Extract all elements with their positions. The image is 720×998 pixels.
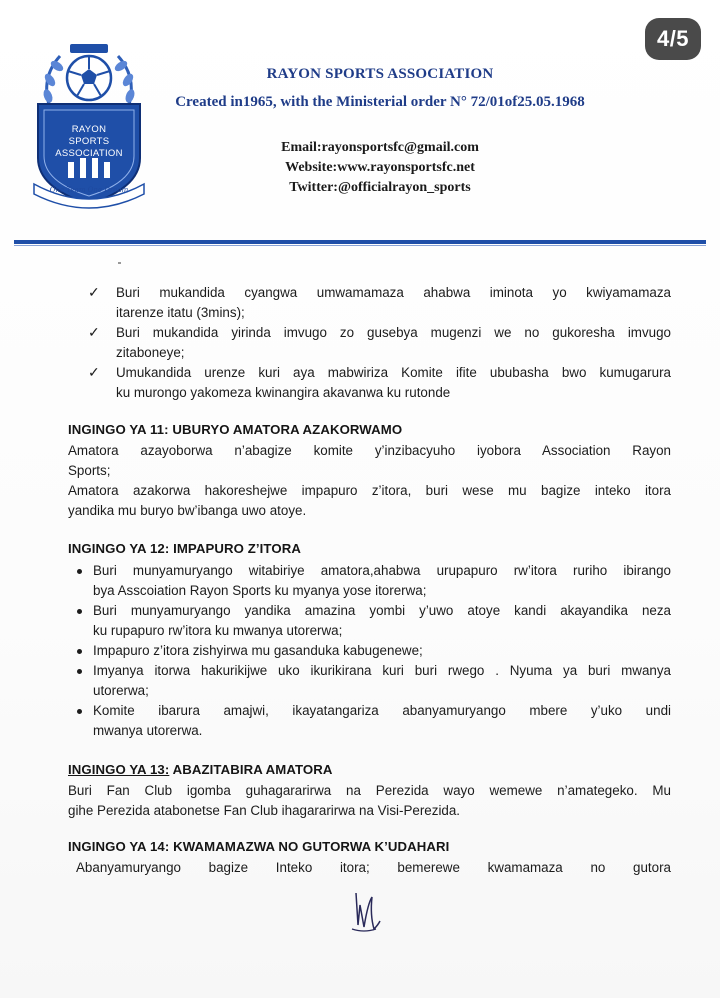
contact-email: Email:rayonsportsfc@gmail.com: [281, 140, 479, 155]
contact-website: Website:www.rayonsportsfc.net: [285, 160, 475, 175]
article-12-item-2-line-2: ku rupapuro rw’itora ku mwanya utorerwa;: [93, 623, 343, 638]
signature-initials: [346, 885, 386, 935]
article-12-item-5-line-1: Komite ibarura amajwi, ikayatangariza abanyamuryango mbere y’uko undi: [93, 703, 671, 718]
article-12-item-1-line-2: bya Asscoiation Rayon Sports ku myanya yose itorerwa;: [93, 583, 427, 598]
article-11-para-2-line-2: yandika mu buryo bw’ibanga uwo atoye.: [68, 503, 307, 518]
bullet-icon: [77, 709, 82, 714]
bullet-icon: [77, 649, 82, 654]
logo-text-association: ASSOCIATION: [55, 148, 123, 159]
logo-motto: One Team One Dream: [49, 186, 129, 194]
bullet-icon: [77, 669, 82, 674]
rayon-sports-logo: [30, 38, 148, 210]
checklist-item-2-line-1: Buri mukandida yirinda imvugo zo gusebya mugenzi we no gukoresha imvugo: [116, 325, 671, 340]
checkmark-icon: ✓: [88, 364, 100, 380]
checklist-item-1-line-2: itarenze itatu (3mins);: [116, 305, 245, 320]
letterhead-divider-thin: [14, 245, 706, 246]
checklist-item-2-line-2: zitaboneye;: [116, 345, 185, 360]
article-13-heading-rest: ABAZITABIRA AMATORA: [169, 762, 333, 777]
article-12-item-4-line-2: utorerwa;: [93, 683, 149, 698]
logo-text-rayon: RAYON: [71, 124, 107, 135]
article-12-item-4-line-1: Imyanya itorwa hakurikijwe uko ikurikirana kuri buri rwego . Nyuma ya buri mwanya: [93, 663, 671, 678]
article-11-para-1-line-2: Sports;: [68, 463, 111, 478]
article-13-heading-prefix: INGINGO YA 13:: [68, 762, 170, 777]
letterhead-divider: [14, 240, 706, 244]
page-counter-badge: 4/5: [645, 18, 701, 60]
article-13-line-2: gihe Perezida atabonetse Fan Club ihagararirwa na Visi-Perezida.: [68, 803, 461, 818]
article-11-para-1-line-1: Amatora azayoborwa n’abagize komite y’inzibacyuho iyobora Association Rayon: [68, 443, 671, 458]
checkmark-icon: ✓: [88, 324, 100, 340]
article-13-heading: [68, 762, 333, 777]
article-12-item-3-line-1: Impapuro z’itora zishyirwa mu gasanduka kabugenewe;: [93, 643, 423, 658]
article-14-heading: INGINGO YA 14: KWAMAMAZWA NO GUTORWA K’UDAHARI: [68, 839, 450, 854]
article-12-heading: INGINGO YA 12: IMPAPURO Z’ITORA: [68, 541, 301, 556]
bullet-icon: [77, 609, 82, 614]
checkmark-icon: ✓: [88, 284, 100, 300]
logo-text-sports: SPORTS: [68, 136, 110, 147]
article-14-line-1: Abanyamuryango bagize Inteko itora; bemerewe kwamamaza no gutora: [76, 860, 671, 875]
bullet-icon: [77, 569, 82, 574]
creation-note: Created in1965, with the Ministerial order N° 72/01of25.05.1968: [175, 94, 585, 110]
article-13-line-1: Buri Fan Club igomba guhagararirwa na Perezida wayo wemewe n’amategeko. Mu: [68, 783, 671, 798]
checklist-item-3-line-1: Umukandida urenze kuri aya mabwiriza Komite ifite ububasha bwo kumugarura: [116, 365, 671, 380]
article-11-para-2-line-1: Amatora azakorwa hakoreshejwe impapuro z’itora, buri wese mu bagize inteko itora: [68, 483, 671, 498]
checklist-item-3-line-2: ku murongo yakomeza kwinangira akavanwa ku rutonde: [116, 385, 451, 400]
article-12-item-1-line-1: Buri munyamuryango witabiriye amatora,ahabwa urupapuro rw’itora ruriho ibirango: [93, 563, 671, 578]
article-12-item-2-line-1: Buri munyamuryango yandika amazina yombi y’uwo atoye kandi akayandika neza: [93, 603, 671, 618]
article-11-heading: INGINGO YA 11: UBURYO AMATORA AZAKORWAMO: [68, 422, 403, 437]
article-12-item-5-line-2: mwanya utorerwa.: [93, 723, 203, 738]
checklist-item-1-line-1: Buri mukandida cyangwa umwamamaza ahabwa iminota yo kwiyamamaza: [116, 285, 671, 300]
organization-title: RAYON SPORTS ASSOCIATION: [266, 66, 494, 82]
contact-twitter: Twitter:@officialrayon_sports: [289, 180, 471, 195]
scan-mark: [118, 262, 121, 264]
